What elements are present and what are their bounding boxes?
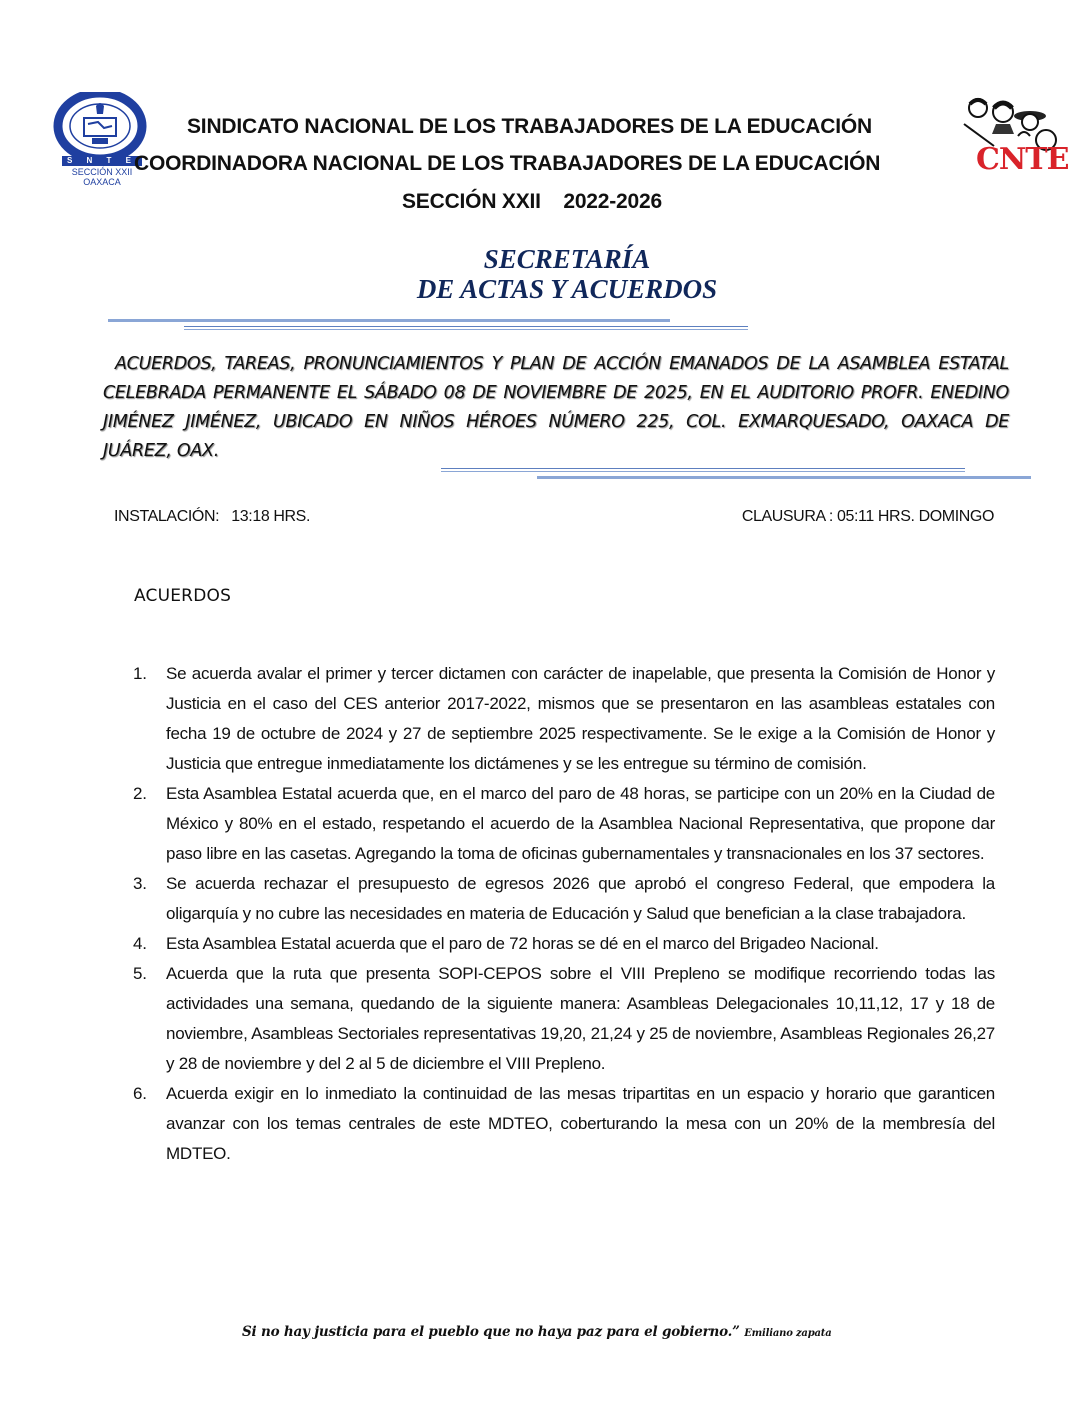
title-rule-lower bbox=[184, 326, 748, 330]
acuerdo-number: 5. bbox=[133, 964, 147, 983]
secretaria-title-line-2: DE ACTAS Y ACUERDOS bbox=[416, 274, 718, 304]
acuerdo-item-3 bbox=[133, 869, 995, 929]
acuerdo-number: 6. bbox=[133, 1084, 147, 1103]
acuerdo-number: 3. bbox=[133, 874, 147, 893]
footer-quote-text: Si no hay justicia para el pueblo que no haya paz para el gobierno.” bbox=[242, 1324, 740, 1340]
snte-caption-line2: OAXACA bbox=[83, 177, 121, 187]
acuerdo-number: 1. bbox=[133, 664, 147, 683]
acuerdo-item-4 bbox=[133, 929, 995, 959]
snte-logo bbox=[52, 92, 152, 192]
acuerdo-number: 2. bbox=[133, 784, 147, 803]
acuerdo-text: Se acuerda rechazar el presupuesto de egresos 2026 que aprobó el congreso Federal, que empodera la oligarquía y no cubre las necesidades en materia de Educación y Salud que benefician a la clase trabajadora. bbox=[166, 874, 995, 923]
acuerdos-list bbox=[133, 659, 995, 1169]
secretaria-title-line-1: SECRETARÍA bbox=[483, 244, 651, 274]
acuerdo-item-2 bbox=[133, 779, 995, 869]
acuerdo-text: Esta Asamblea Estatal acuerda que el paro de 72 horas se dé en el marco del Brigadeo Nacional. bbox=[166, 934, 879, 953]
footer-quote bbox=[242, 1324, 831, 1340]
acuerdos-heading: ACUERDOS bbox=[134, 586, 232, 606]
acuerdo-text: Acuerda que la ruta que presenta SOPI-CEPOS sobre el VIII Prepleno se modifique recorriendo todas las actividades una semana, quedando de la siguiente manera: Asambleas Delegacionales 10,11,12, 17 y 18 de noviembre, Asambleas Sectoriales representativas 19,20, 21,24 y 25 de noviembre, Asambleas Regionales 26,27 y 28 de noviembre y del 2 al 5 de diciembre el VIII Prepleno. bbox=[166, 964, 995, 1073]
acuerdo-text: Acuerda exigir en lo inmediato la continuidad de las mesas tripartitas en un espacio y horario que garanticen avanzar con los temas centrales de este MDTEO, coberturando la mesa con un 20% de la membresía del MDTEO. bbox=[166, 1084, 995, 1163]
cnte-logo bbox=[958, 94, 1069, 178]
header-line-2: COORDINADORA NACIONAL DE LOS TRABAJADORES DE LA EDUCACIÓN bbox=[134, 152, 881, 175]
acuerdo-item-1 bbox=[133, 659, 995, 779]
snte-caption-line1: SECCIÓN XXII bbox=[71, 167, 133, 177]
acuerdo-text: Esta Asamblea Estatal acuerda que, en el marco del paro de 48 horas, se participe con un 20% en la Ciudad de México y 80% en el estado, respetando el acuerdo de la Asamblea Nacional Representativa, que propone dar paso libre en las casetas. Agregando la toma de oficinas gubernamentales y transnacionales en los 37 sectores. bbox=[166, 784, 995, 863]
intro-rule-lower bbox=[537, 476, 1031, 479]
acuerdo-item-5 bbox=[133, 959, 995, 1079]
intro-paragraph: ACUERDOS, TAREAS, PRONUNCIAMIENTOS Y PLAN DE ACCIÓN EMANADOS DE LA ASAMBLEA ESTATAL CELEBRADA PERMANENTE EL SÁBADO 08 DE NOVIEMBRE DE 2025, EN EL AUDITORIO PROFR. ENEDINO JIMÉNEZ JIMÉNEZ, UBICADO EN NIÑOS HÉROES NÚMERO 225, COL. EXMARQUESADO, OAXACA DE JUÁREZ, OAX. bbox=[103, 354, 1009, 461]
header-line-3: SECCIÓN XXII 2022-2026 bbox=[402, 190, 662, 213]
cnte-wordmark: CNTE bbox=[976, 142, 1069, 177]
acuerdo-item-6 bbox=[133, 1079, 995, 1169]
snte-band-text: S N T E bbox=[66, 156, 137, 165]
footer-quote-author: Emiliano zapata bbox=[744, 1328, 832, 1339]
instalacion-time: INSTALACIÓN: 13:18 HRS. bbox=[114, 508, 310, 525]
acuerdo-text: Se acuerda avalar el primer y tercer dictamen con carácter de inapelable, que presenta la Comisión de Honor y Justicia en el caso del CES anterior 2017-2022, mismos que se presentaron en las asambleas estatales con fecha 19 de octubre de 2024 y 27 de septiembre 2025 respectivamente. Se le exige a la Comisión de Honor y Justicia que entregue inmediatamente los dictámenes y se les entregue su término de comisión. bbox=[166, 664, 995, 773]
intro-rule-upper bbox=[441, 468, 965, 472]
title-rule-upper bbox=[108, 319, 670, 322]
acuerdo-number: 4. bbox=[133, 934, 147, 953]
header-line-1: SINDICATO NACIONAL DE LOS TRABAJADORES DE LA EDUCACIÓN bbox=[187, 115, 872, 138]
clausura-time: CLAUSURA : 05:11 HRS. DOMINGO bbox=[741, 508, 994, 525]
